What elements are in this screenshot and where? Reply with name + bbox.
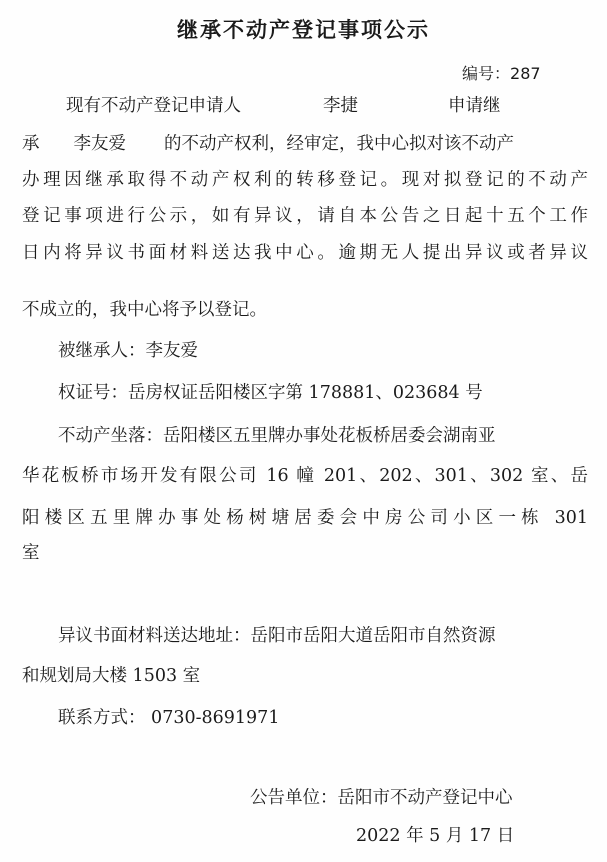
property-line-4: 室 [22,543,40,563]
certificate-line: 权证号：岳房权证岳阳楼区字第 178881、023684 号 [58,383,483,403]
serial-label: 编号： [462,64,511,83]
notice-line-5: 日内将异议书面材料送达我中心。逾期无人提出异议或者异议 [22,243,588,263]
notice-lead: 现有不动产登记申请人 [66,96,241,116]
property-line-3: 阳楼区五里牌办事处杨树塘居委会中房公司小区一栋 301 [22,508,588,528]
notice-verb-2: 承 [22,134,40,154]
property-line-2: 华花板桥市场开发有限公司 16 幢 201、202、301、302 室、岳 [22,466,588,486]
property-line-1: 不动产坐落：岳阳楼区五里牌办事处花板桥居委会湖南亚 [58,426,496,446]
notice-line-2-rest: 的不动产权利，经审定，我中心拟对该不动产 [164,134,514,154]
deceased-line: 被继承人：李友爱 [58,341,198,361]
notice-line-3: 办理因继承取得不动产权利的转移登记。现对拟登记的不动产 [22,170,588,190]
applicant-name: 李捷 [323,96,358,116]
notice-line-1 [22,98,588,116]
notice-verb-1: 申请继 [448,96,501,116]
date-line: 2022 年 5 月 17 日 [356,826,515,846]
address-line-2: 和规划局大楼 1503 室 [22,666,201,686]
notice-line-4: 登记事项进行公示，如有异议，请自本公告之日起十五个工作 [22,206,588,226]
notice-line-2 [22,136,588,154]
deceased-inline: 李友爱 [73,134,126,154]
serial-number [462,66,541,82]
serial-value: 287 [510,64,541,83]
issuer-line: 公告单位：岳阳市不动产登记中心 [250,788,513,808]
address-line-1: 异议书面材料送达地址：岳阳市岳阳大道岳阳市自然资源 [58,626,496,646]
notice-line-6: 不成立的，我中心将予以登记。 [22,300,267,320]
document-title: 继承不动产登记事项公示 [177,18,430,42]
contact-line: 联系方式： 0730-8691971 [58,708,280,728]
